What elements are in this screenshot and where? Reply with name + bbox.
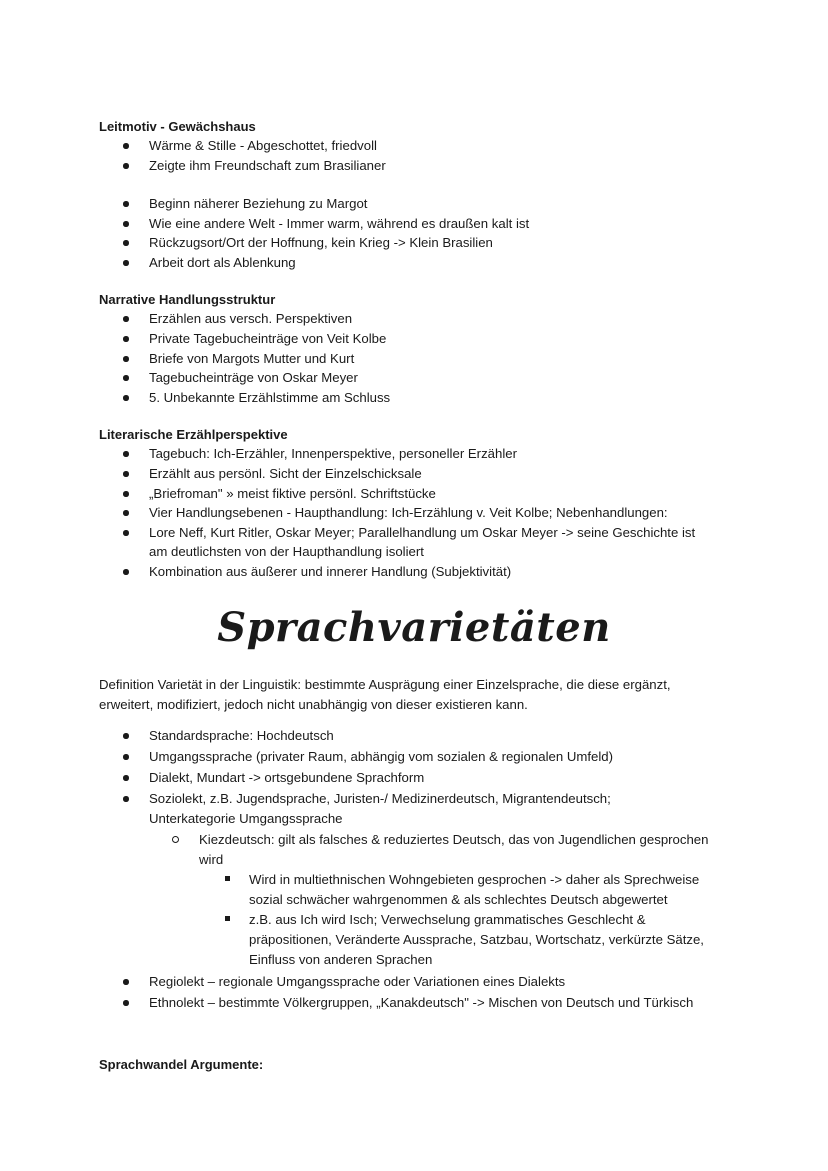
bullet-icon xyxy=(123,356,129,362)
list-item: Dialekt, Mundart -> ortsgebundene Sprachform xyxy=(149,770,425,785)
list-item: Erzählen aus versch. Perspektiven xyxy=(149,311,353,326)
bullet-icon xyxy=(123,1000,129,1006)
definition-line: Definition Varietät in der Linguistik: bestimmte Ausprägung einer Einzelsprache, die diese ergänzt, xyxy=(99,677,671,692)
sub-sub-list-item: z.B. aus Ich wird Isch; Verwechselung grammatisches Geschlecht & xyxy=(249,912,646,927)
bullet-icon xyxy=(123,979,129,985)
list-item: „Briefroman" » meist fiktive persönl. Schriftstücke xyxy=(149,486,436,501)
list-item: Kombination aus äußerer und innerer Handlung (Subjektivität) xyxy=(149,564,512,579)
sub-list-item-continuation: wird xyxy=(199,852,224,867)
heading-leitmotiv: Leitmotiv - Gewächshaus xyxy=(99,119,256,134)
list-item: Beginn näherer Beziehung zu Margot xyxy=(149,196,368,211)
list-item: Arbeit dort als Ablenkung xyxy=(149,255,296,270)
bullet-icon xyxy=(123,775,129,781)
bullet-icon xyxy=(123,163,129,169)
list-item: Umgangssprache (privater Raum, abhängig vom sozialen & regionalen Umfeld) xyxy=(149,749,613,764)
list-item: Erzählt aus persönl. Sicht der Einzelschicksale xyxy=(149,466,422,481)
list-item: Rückzugsort/Ort der Hoffnung, kein Krieg -> Klein Brasilien xyxy=(149,235,493,250)
list-item: Wärme & Stille - Abgeschottet, friedvoll xyxy=(149,138,377,153)
list-item: Tagebucheinträge von Oskar Meyer xyxy=(149,370,358,385)
list-item: Private Tagebucheinträge von Veit Kolbe xyxy=(149,331,387,346)
list-item-continuation: Unterkategorie Umgangssprache xyxy=(149,811,343,826)
heading-narrative: Narrative Handlungsstruktur xyxy=(99,292,276,307)
list-item: Standardsprache: Hochdeutsch xyxy=(149,728,334,743)
square-bullet-icon xyxy=(225,876,230,881)
heading-sprachwandel: Sprachwandel Argumente: xyxy=(99,1057,264,1072)
bullet-icon xyxy=(123,754,129,760)
sub-sub-list-item-continuation: sozial schwächer wahrgenommen & als schlechtes Deutsch abgewertet xyxy=(249,892,668,907)
bullet-icon xyxy=(123,260,129,266)
list-item-continuation: am deutlichsten von der Haupthandlung isoliert xyxy=(149,544,424,559)
sub-sub-list-item-continuation: Einfluss von anderen Sprachen xyxy=(249,952,433,967)
bullet-icon xyxy=(123,471,129,477)
bullet-icon xyxy=(123,569,129,575)
sub-sub-list-item: Wird in multiethnischen Wohngebieten gesprochen -> daher als Sprechweise xyxy=(249,872,700,887)
list-item: Soziolekt, z.B. Jugendsprache, Juristen-/ Medizinerdeutsch, Migrantendeutsch; xyxy=(149,791,611,806)
square-bullet-icon xyxy=(225,916,230,921)
definition-line: erweitert, modifiziert, jedoch nicht unabhängig von dieser existieren kann. xyxy=(99,697,528,712)
bullet-icon xyxy=(123,796,129,802)
sub-list-item: Kiezdeutsch: gilt als falsches & reduziertes Deutsch, das von Jugendlichen gesprochen xyxy=(199,832,709,847)
list-item: Tagebuch: Ich-Erzähler, Innenperspektive, personeller Erzähler xyxy=(149,446,517,461)
list-item: Lore Neff, Kurt Ritler, Oskar Meyer; Parallelhandlung um Oskar Meyer -> seine Geschichte ist xyxy=(149,525,696,540)
list-item: 5. Unbekannte Erzählstimme am Schluss xyxy=(149,390,391,405)
bullet-icon xyxy=(123,240,129,246)
bullet-icon xyxy=(123,733,129,739)
bullet-icon xyxy=(123,221,129,227)
bullet-icon xyxy=(123,336,129,342)
bullet-icon xyxy=(123,143,129,149)
list-item: Ethnolekt – bestimmte Völkergruppen, „Kanakdeutsch" -> Mischen von Deutsch und Türkisch xyxy=(149,995,694,1010)
list-item: Zeigte ihm Freundschaft zum Brasilianer xyxy=(149,158,386,173)
list-item: Regiolekt – regionale Umgangssprache oder Variationen eines Dialekts xyxy=(149,974,566,989)
bullet-icon xyxy=(123,451,129,457)
bullet-icon xyxy=(123,491,129,497)
bullet-icon xyxy=(123,530,129,536)
bullet-icon xyxy=(123,510,129,516)
bullet-icon xyxy=(123,201,129,207)
bullet-icon xyxy=(123,395,129,401)
list-item: Vier Handlungsebenen - Haupthandlung: Ich-Erzählung v. Veit Kolbe; Nebenhandlungen: xyxy=(149,505,668,520)
sub-sub-list-item-continuation: präpositionen, Veränderte Aussprache, Satzbau, Wortschatz, verkürzte Sätze, xyxy=(249,932,704,947)
heading-literarische: Literarische Erzählperspektive xyxy=(99,427,288,442)
list-item: Wie eine andere Welt - Immer warm, während es draußen kalt ist xyxy=(149,216,530,231)
list-item: Briefe von Margots Mutter und Kurt xyxy=(149,351,355,366)
circle-bullet-icon xyxy=(172,836,179,843)
bullet-icon xyxy=(123,375,129,381)
bullet-icon xyxy=(123,316,129,322)
page-title: Sprachvarietäten xyxy=(217,604,611,651)
